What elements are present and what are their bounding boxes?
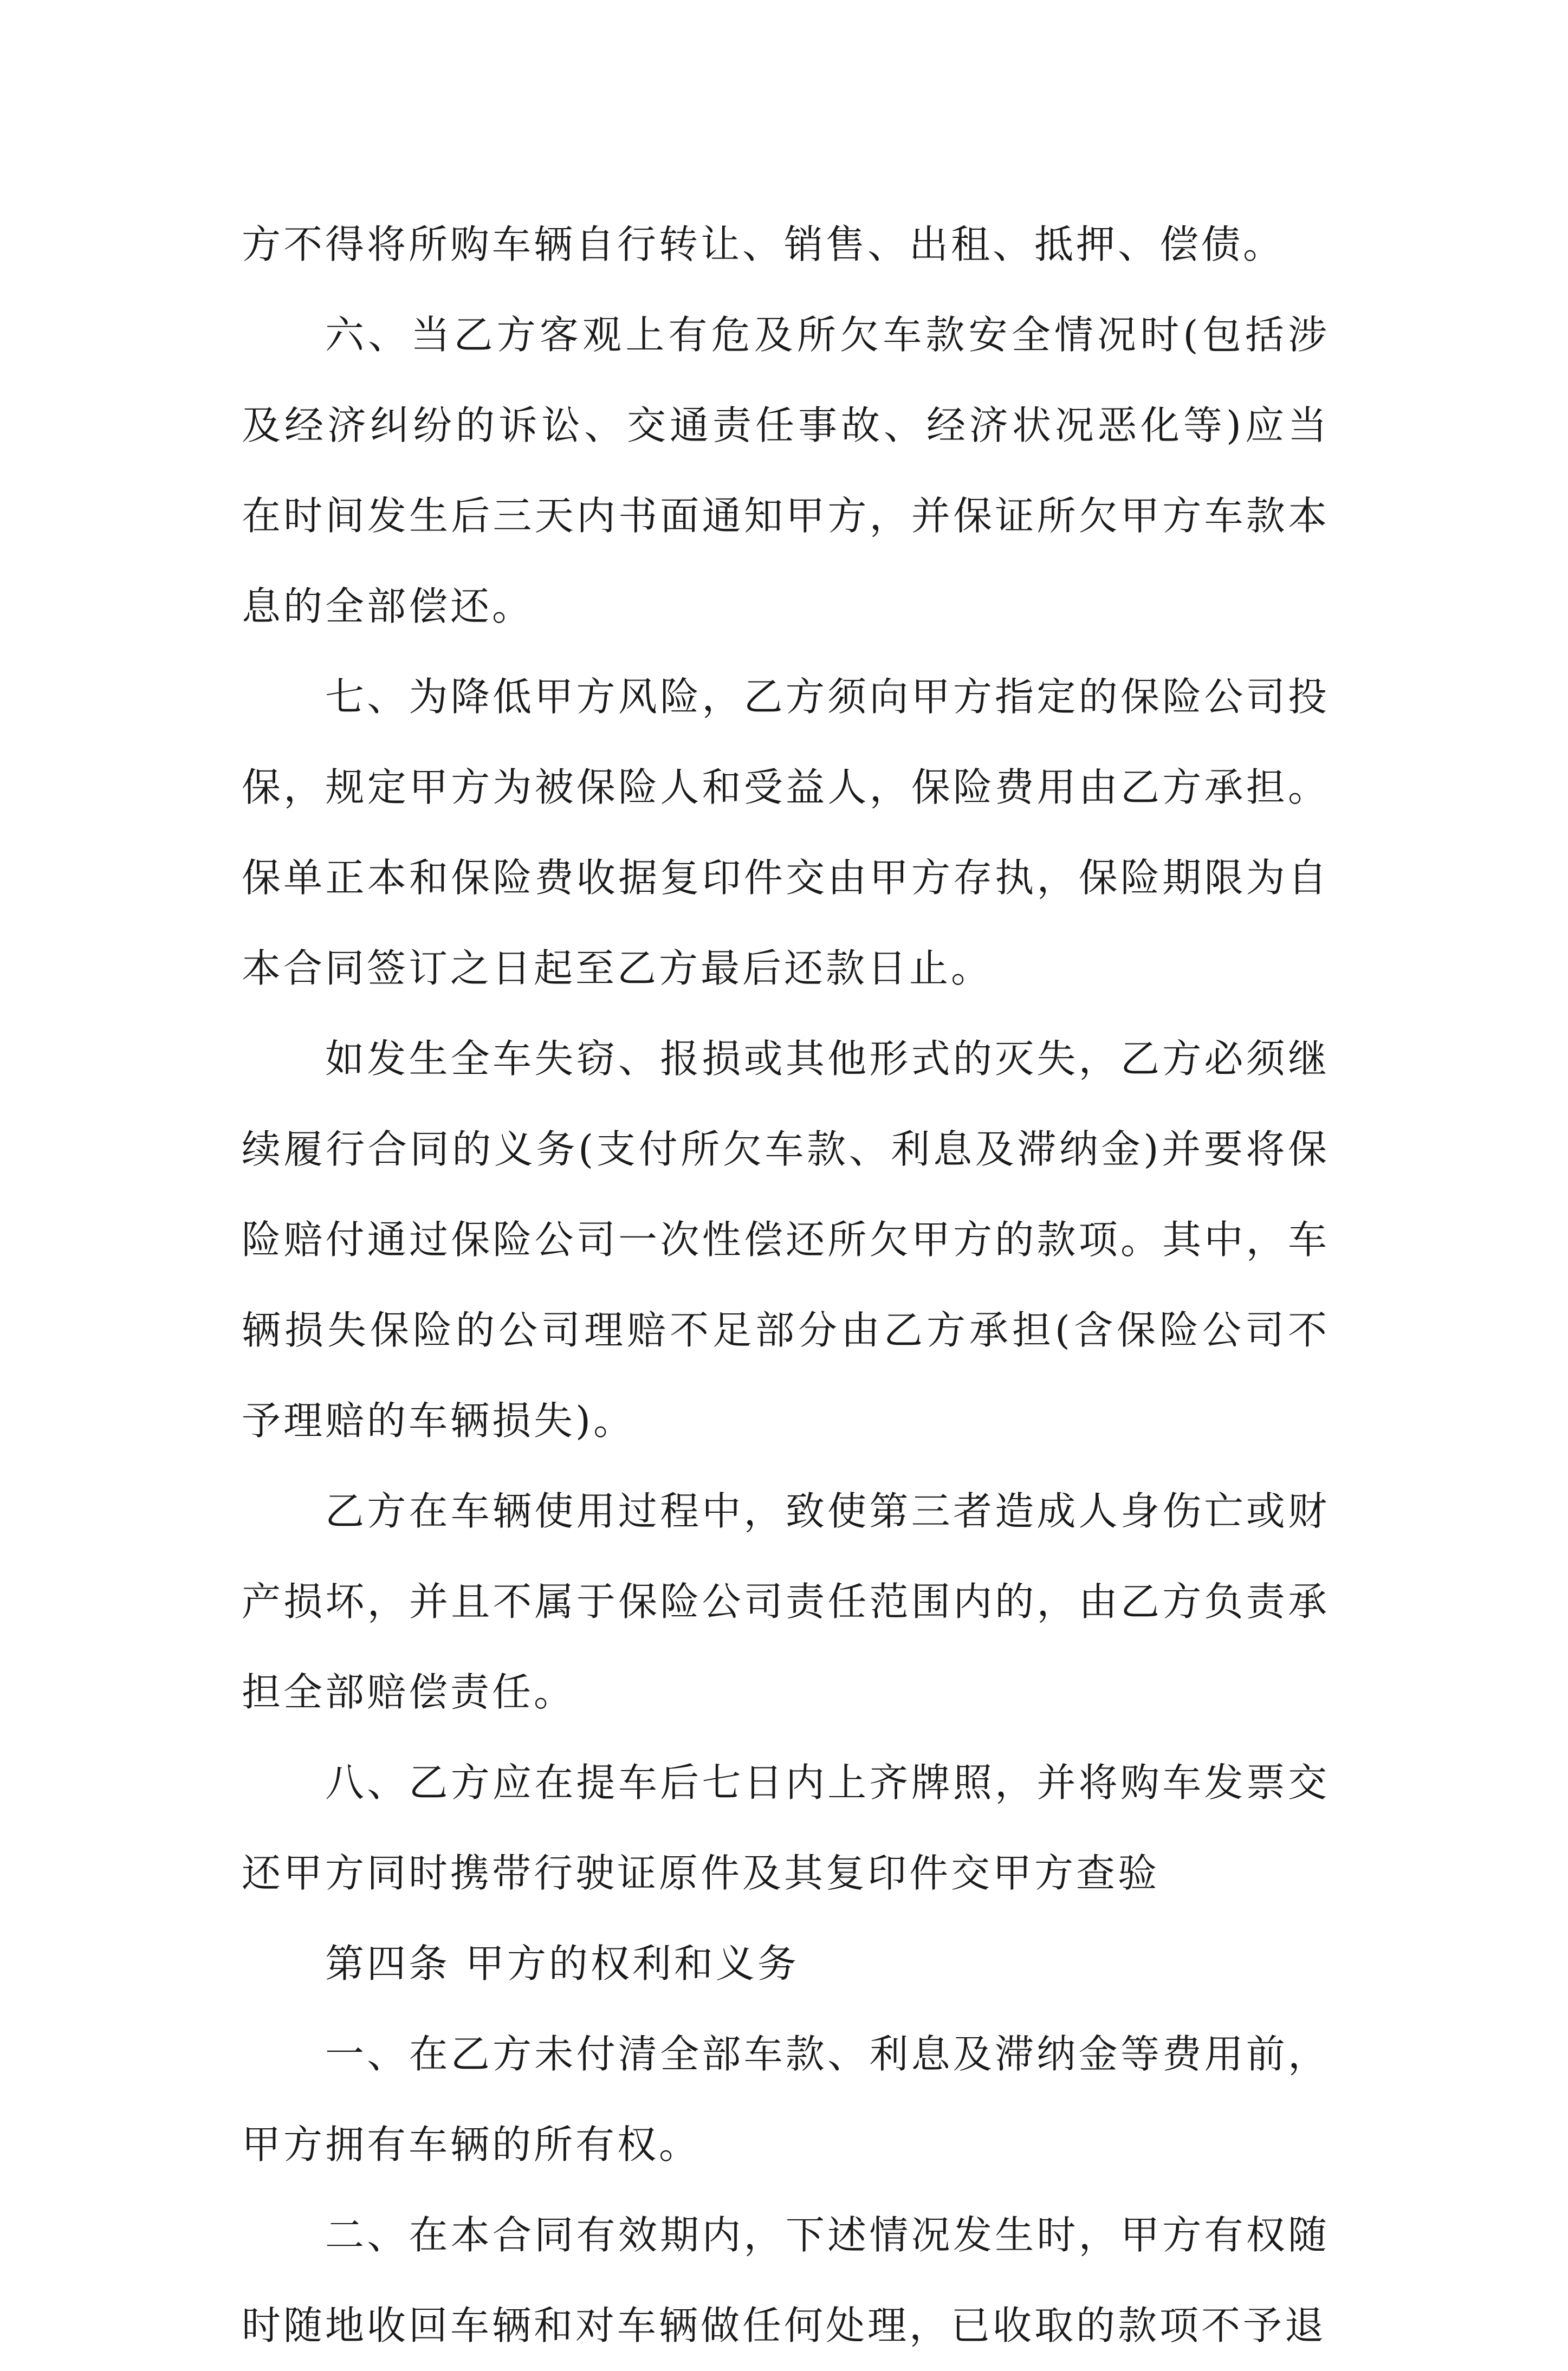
paragraph-repossession: 二、在本合同有效期内，下述情况发生时，甲方有权随时随地收回车辆和对车辆做任何处理，已收取的款项不予退 [242, 2212, 1330, 2348]
paragraph-clause-eight: 八、乙方应在提车后七日内上齐牌照，并将购车发票交还甲方同时携带行驶证原件及其复印件交甲方查验 [242, 1760, 1330, 1896]
paragraph-ownership: 一、在乙方未付清全部车款、利息及滞纳金等费用前，甲方拥有车辆的所有权。 [242, 2031, 1330, 2167]
paragraph-total-loss: 如发生全车失窃、报损或其他形式的灭失，乙方必须继续履行合同的义务(支付所欠车款、利息及滞纳金)并要将保险赔付通过保险公司一次性偿还所欠甲方的款项。其中，车辆损失保险的公司理赔不足部分由乙方承担(含保险公司不予理赔的车辆损失)。 [242, 1036, 1330, 1443]
contract-body [242, 199, 1330, 2371]
paragraph-clause-seven: 七、为降低甲方风险，乙方须向甲方指定的保险公司投保，规定甲方为被保险人和受益人，保险费用由乙方承担。保单正本和保险费收据复印件交由甲方存执，保险期限为自本合同签订之日起至乙方最后还款日止。 [242, 674, 1330, 991]
paragraph-third-party: 乙方在车辆使用过程中，致使第三者造成人身伤亡或财产损坏，并且不属于保险公司责任范围内的，由乙方负责承担全部赔偿责任。 [242, 1488, 1330, 1715]
section-heading-article-four: 第四条 甲方的权利和义务 [325, 1941, 799, 1986]
paragraph-continuation: 方不得将所购车辆自行转让、销售、出租、抵押、偿债。 [242, 222, 1285, 267]
paragraph-clause-six: 六、当乙方客观上有危及所欠车款安全情况时(包括涉及经济纠纷的诉讼、交通责任事故、经济状况恶化等)应当在时间发生后三天内书面通知甲方，并保证所欠甲方车款本息的全部偿还。 [242, 312, 1330, 629]
